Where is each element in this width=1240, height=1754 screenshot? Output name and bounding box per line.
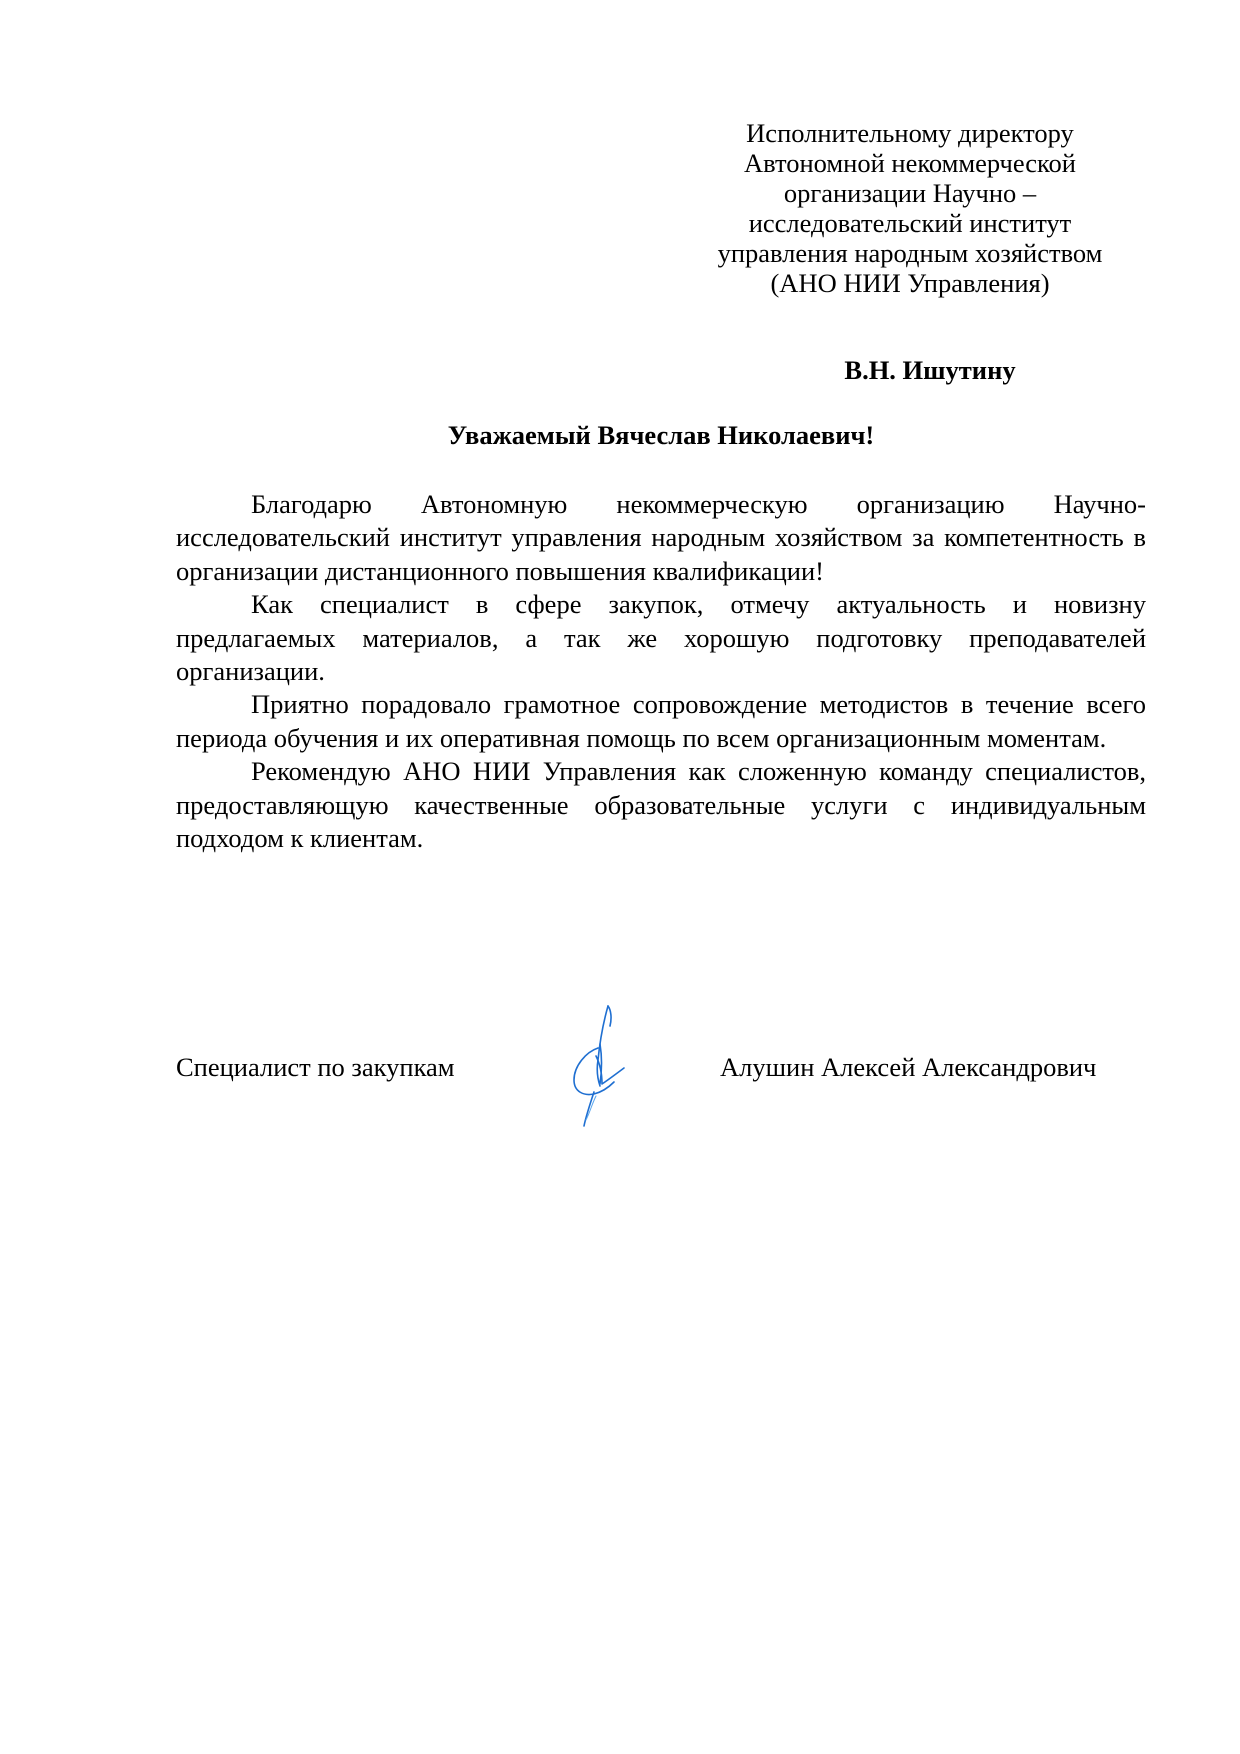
addressee-line: организации Научно – <box>783 178 1037 208</box>
addressee-line: управления народным хозяйством <box>717 238 1103 268</box>
letter-body <box>176 488 1146 855</box>
addressee-block <box>680 118 1140 298</box>
body-paragraph: Рекомендую АНО НИИ Управления как сложенную команду специалистов, предоставляющую качественные образовательные услуги с индивидуальным подходом к клиентам. <box>176 756 1146 854</box>
body-paragraph: Приятно порадовало грамотное сопровождение методистов в течение всего периода обучения и их оперативная помощь по всем организационным моментам. <box>176 689 1146 753</box>
signer-position: Специалист по закупкам <box>176 1052 455 1082</box>
body-paragraph: Благодарю Автономную некоммерческую организацию Научно-исследовательский институт управления народным хозяйством за компетентность в организации дистанционного повышения квалификации! <box>176 489 1146 586</box>
addressee-line: исследовательский институт <box>748 208 1072 238</box>
signature-block <box>176 1000 1146 1140</box>
body-paragraph: Как специалист в сфере закупок, отмечу актуальность и новизну предлагаемых материалов, а так же хорошую подготовку преподавателей организации. <box>176 589 1146 687</box>
handwritten-signature-icon <box>556 1000 646 1130</box>
addressee-line: Автономной некоммерческой <box>744 148 1076 178</box>
salutation: Уважаемый Вячеслав Николаевич! <box>447 420 875 450</box>
addressee-line: Исполнительному директору <box>746 118 1074 148</box>
signer-name: Алушин Алексей Александрович <box>720 1052 1097 1082</box>
addressee-line: (АНО НИИ Управления) <box>770 268 1050 298</box>
recipient-name: В.Н. Ишутину <box>844 355 1016 385</box>
